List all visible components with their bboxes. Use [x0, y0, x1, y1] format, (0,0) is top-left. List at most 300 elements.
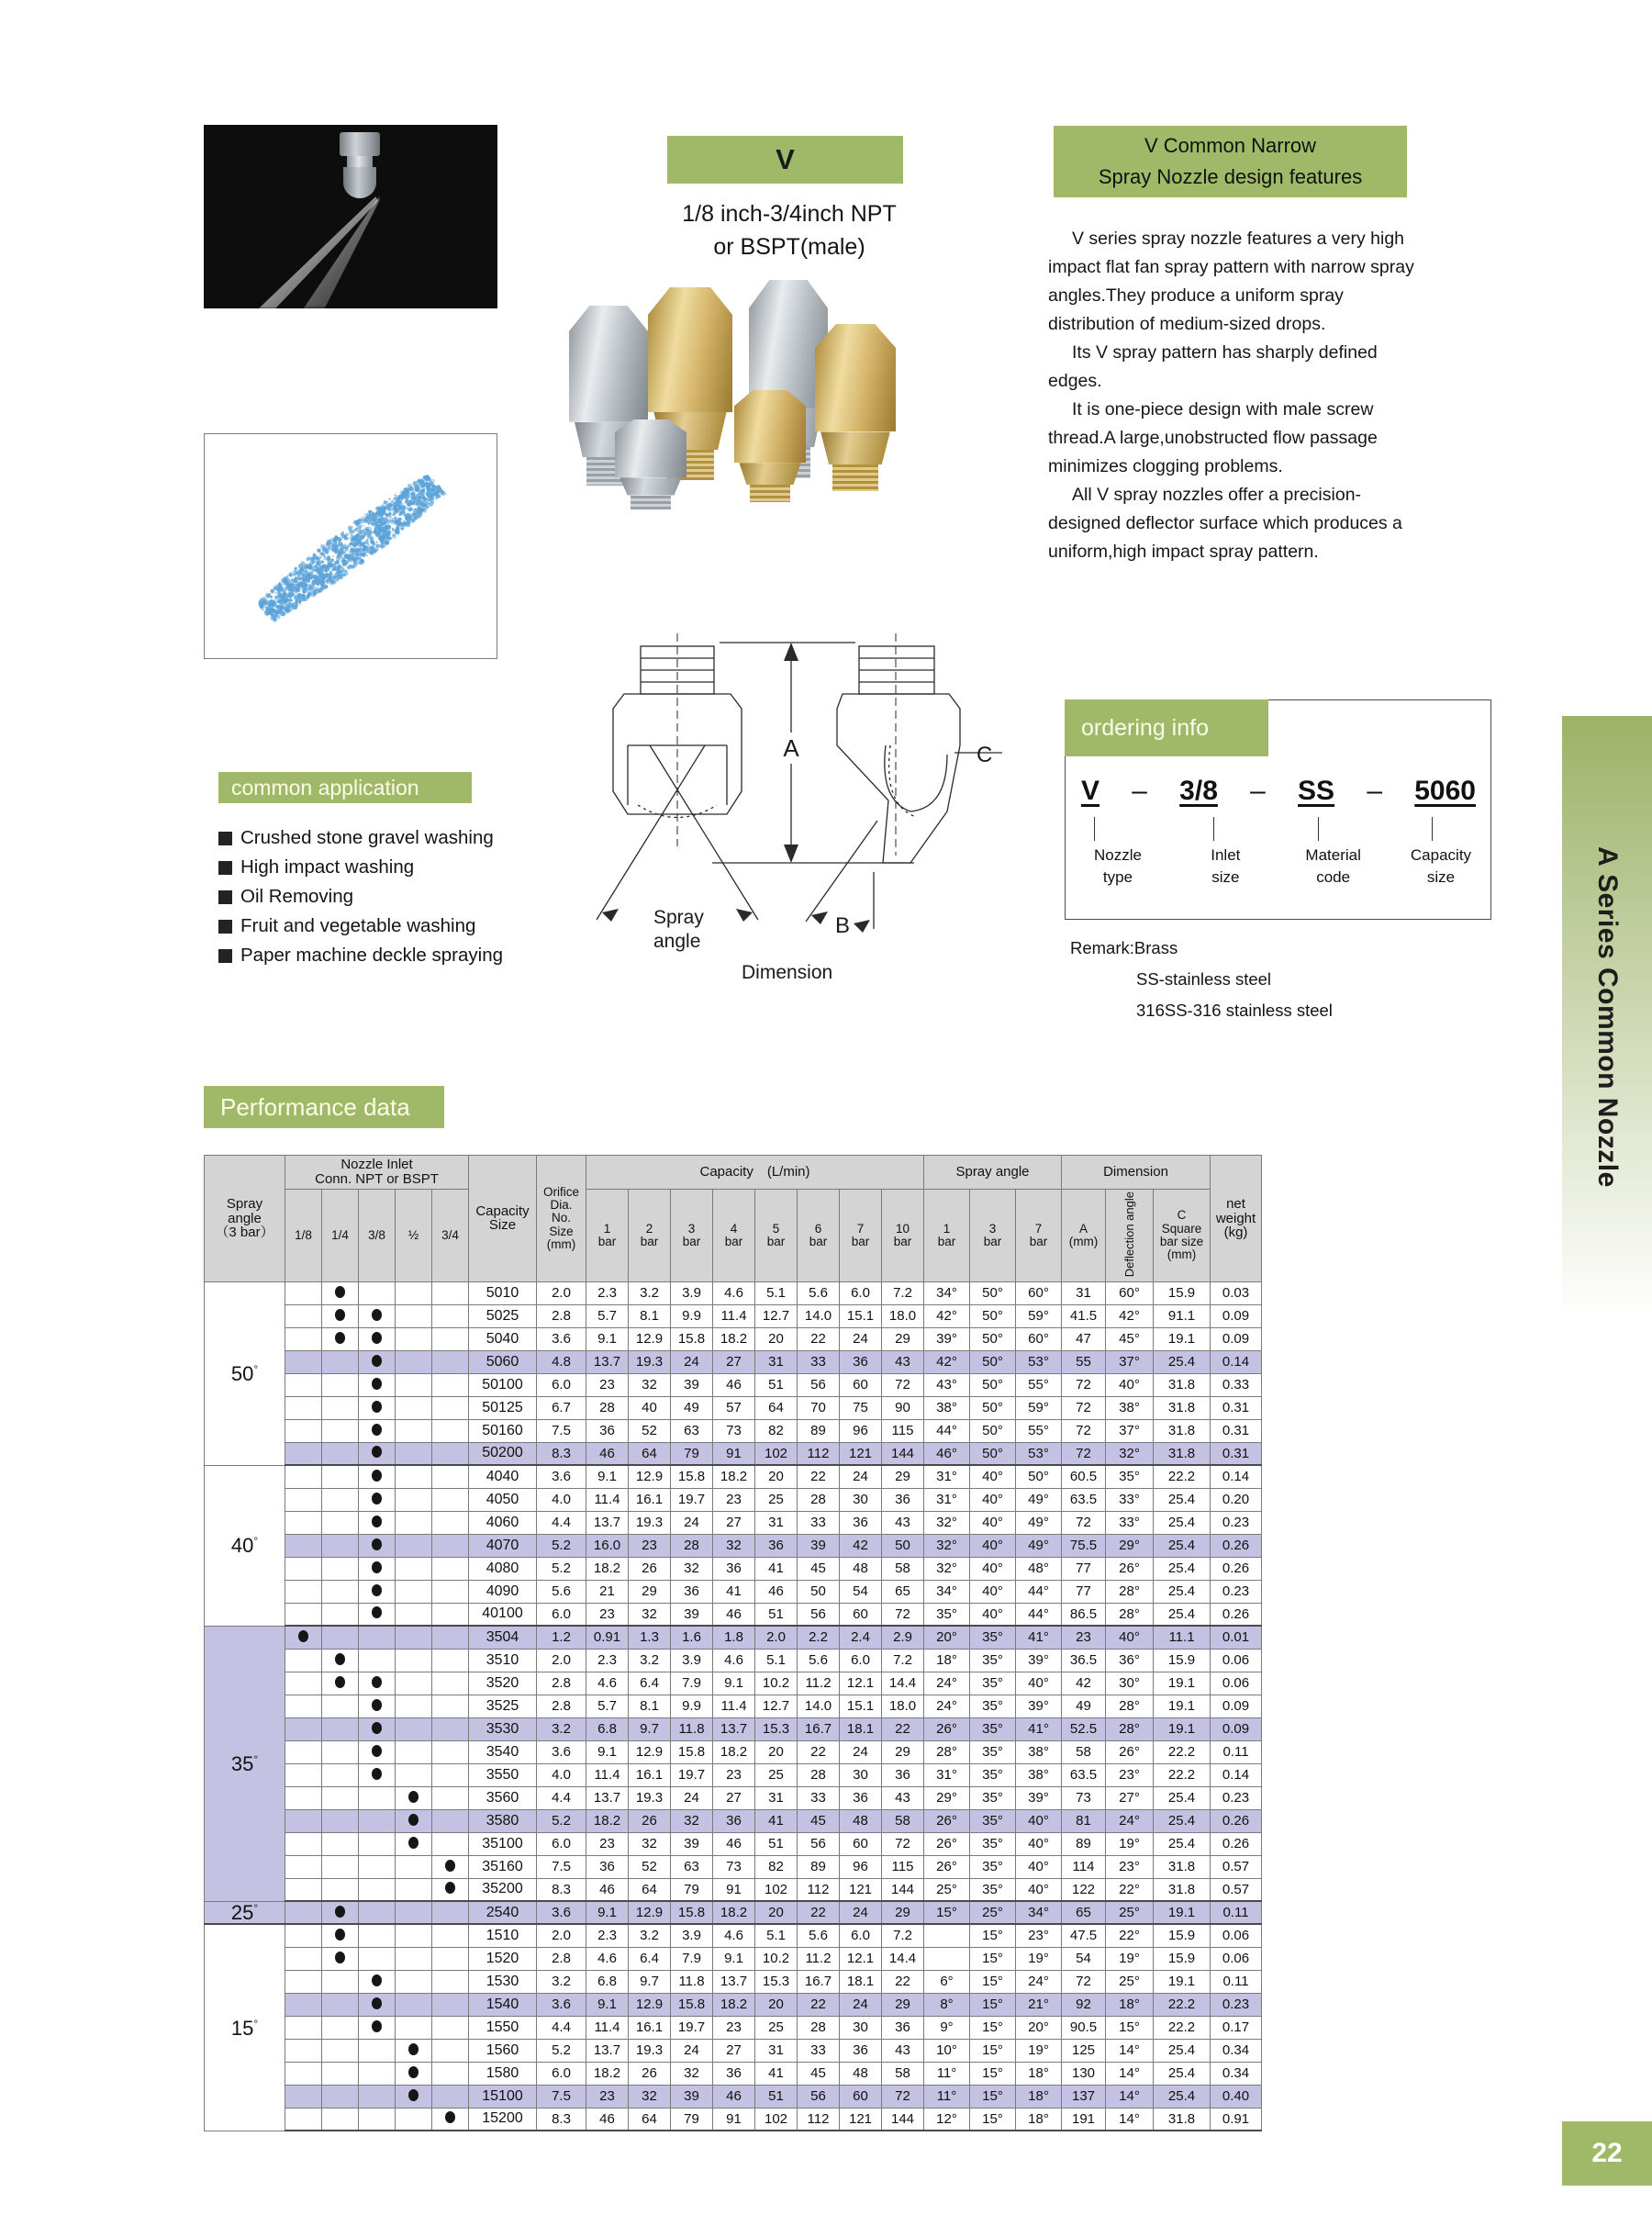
dimension-c-cell: 19.1	[1154, 1717, 1211, 1740]
ordering-code-example	[1081, 776, 1476, 807]
capacity-value-cell: 1.8	[713, 1626, 755, 1649]
capacity-value-cell: 33	[798, 1786, 840, 1809]
capacity-value-cell: 39	[671, 1603, 713, 1626]
capacity-value-cell: 144	[882, 1878, 924, 1901]
spray-angle-cell: 18°	[1016, 2085, 1062, 2108]
capacity-value-cell: 9.1	[586, 1993, 629, 2016]
dot-icon	[372, 1516, 382, 1527]
table-row	[205, 2085, 1262, 2108]
capacity-value-cell: 91	[713, 1878, 755, 1901]
dimension-c-cell: 25.4	[1154, 1350, 1211, 1373]
inlet-size-marker	[432, 1327, 469, 1350]
spray-angle-cell: 42°	[924, 1304, 970, 1327]
spray-angle-cell: 11°	[924, 2085, 970, 2108]
inlet-size-marker	[432, 1901, 469, 1924]
capacity-value-cell: 15.8	[671, 1901, 713, 1924]
inlet-size-marker	[432, 1304, 469, 1327]
nozzle-type-label: V	[776, 143, 795, 175]
inlet-size-marker	[359, 1350, 396, 1373]
table-row	[205, 1488, 1262, 1511]
header-dim-c: C Square bar size (mm)	[1154, 1189, 1211, 1281]
capacity-size-cell: 5010	[469, 1281, 537, 1304]
dimension-a-cell: 63.5	[1062, 1763, 1106, 1786]
orifice-size-cell: 1.2	[537, 1626, 586, 1649]
capacity-value-cell: 46	[713, 1603, 755, 1626]
inlet-size-marker	[359, 1993, 396, 2016]
inlet-size-marker	[432, 1442, 469, 1465]
inlet-size-marker	[359, 1901, 396, 1924]
dot-icon	[372, 1768, 382, 1780]
capacity-value-cell: 11.2	[798, 1672, 840, 1695]
capacity-value-cell: 24	[840, 1901, 882, 1924]
dimension-b-cell: 18°	[1106, 1993, 1154, 2016]
dimension-c-cell: 11.1	[1154, 1626, 1211, 1649]
dimension-a-cell: 130	[1062, 2062, 1106, 2085]
spray-angle-cell: 40°	[1016, 1809, 1062, 1832]
capacity-value-cell: 6.0	[840, 1281, 882, 1304]
inlet-size-marker	[285, 1970, 322, 1993]
capacity-value-cell: 16.1	[629, 2016, 671, 2039]
dimension-a-cell: 137	[1062, 2085, 1106, 2108]
inlet-size-marker	[359, 2085, 396, 2108]
inlet-size-marker	[322, 1442, 359, 1465]
inlet-size-marker	[359, 1488, 396, 1511]
net-weight-cell: 0.06	[1211, 1649, 1262, 1672]
nozzle-photo-brass-3	[815, 324, 896, 487]
capacity-value-cell: 52	[629, 1855, 671, 1878]
capacity-value-cell: 30	[840, 1763, 882, 1786]
orifice-size-cell: 3.6	[537, 1327, 586, 1350]
svg-text:Spray: Spray	[653, 907, 704, 928]
inlet-size-marker	[396, 1557, 432, 1580]
dimension-c-cell: 25.4	[1154, 1511, 1211, 1534]
capacity-value-cell: 45	[798, 1809, 840, 1832]
table-row	[205, 1649, 1262, 1672]
dot-icon	[335, 1906, 345, 1918]
spray-angle-cell: 40°	[970, 1534, 1016, 1557]
capacity-value-cell: 41	[713, 1580, 755, 1603]
capacity-value-cell: 23	[713, 2016, 755, 2039]
spray-angle-cell: 46°	[924, 1442, 970, 1465]
capacity-value-cell: 18.1	[840, 1970, 882, 1993]
dimension-c-cell: 22.2	[1154, 1763, 1211, 1786]
inlet-size-marker	[396, 1763, 432, 1786]
capacity-value-cell: 89	[798, 1419, 840, 1442]
dimension-c-cell: 31.8	[1154, 1419, 1211, 1442]
capacity-size-cell: 3540	[469, 1740, 537, 1763]
orifice-size-cell: 2.8	[537, 1695, 586, 1717]
spray-angle-cell: 32°	[924, 1557, 970, 1580]
common-application-list	[218, 823, 604, 970]
inlet-size-marker	[432, 1832, 469, 1855]
capacity-size-cell: 3520	[469, 1672, 537, 1695]
inlet-size-marker	[359, 1511, 396, 1534]
spray-angle-cell: 15°	[970, 2016, 1016, 2039]
capacity-size-cell: 4070	[469, 1534, 537, 1557]
svg-text:C: C	[977, 743, 993, 767]
capacity-value-cell: 50	[882, 1534, 924, 1557]
inlet-size-marker	[359, 1557, 396, 1580]
nozzle-thread-spec	[624, 197, 954, 263]
dimension-a-cell: 191	[1062, 2108, 1106, 2131]
dimension-a-cell: 114	[1062, 1855, 1106, 1878]
spray-angle-cell: 53°	[1016, 1350, 1062, 1373]
capacity-value-cell: 96	[840, 1855, 882, 1878]
dot-icon	[372, 1493, 382, 1505]
inlet-size-marker	[432, 1350, 469, 1373]
inlet-size-marker	[432, 1672, 469, 1695]
label-capacity-size: Capacity size	[1410, 846, 1472, 886]
inlet-size-marker	[432, 2016, 469, 2039]
spray-angle-cell: 40°	[1016, 1855, 1062, 1878]
inlet-size-marker	[432, 1947, 469, 1970]
group-spray-angle: 15°	[205, 1924, 285, 2131]
spray-angle-cell: 31°	[924, 1488, 970, 1511]
inlet-size-marker	[322, 1373, 359, 1396]
capacity-value-cell: 63	[671, 1855, 713, 1878]
capacity-value-cell: 36	[882, 2016, 924, 2039]
capacity-value-cell: 32	[713, 1534, 755, 1557]
capacity-value-cell: 5.7	[586, 1304, 629, 1327]
capacity-value-cell: 12.9	[629, 1993, 671, 2016]
inlet-size-marker	[285, 1396, 322, 1419]
capacity-value-cell: 18.2	[713, 1327, 755, 1350]
dot-icon	[335, 1653, 345, 1665]
capacity-value-cell: 1.6	[671, 1626, 713, 1649]
capacity-value-cell: 18.0	[882, 1304, 924, 1327]
inlet-size-marker	[285, 1419, 322, 1442]
spray-angle-cell: 35°	[924, 1603, 970, 1626]
capacity-value-cell: 18.2	[713, 1901, 755, 1924]
inlet-size-marker	[285, 1695, 322, 1717]
capacity-value-cell: 112	[798, 1442, 840, 1465]
capacity-size-cell: 5040	[469, 1327, 537, 1350]
capacity-value-cell: 5.1	[755, 1924, 798, 1947]
capacity-value-cell: 24	[671, 2039, 713, 2062]
spray-angle-cell: 31°	[924, 1763, 970, 1786]
orifice-size-cell: 5.2	[537, 1557, 586, 1580]
capacity-value-cell: 20	[755, 1327, 798, 1350]
capacity-value-cell: 91	[713, 2108, 755, 2131]
remark-ss: SS-stainless steel	[1136, 969, 1272, 989]
inlet-size-marker	[432, 1534, 469, 1557]
code-separator: –	[1250, 776, 1266, 806]
capacity-value-cell: 23	[586, 1832, 629, 1855]
capacity-value-cell: 18.2	[713, 1993, 755, 2016]
header-spray-angle-bar-1: 1 bar	[924, 1189, 970, 1281]
capacity-value-cell: 10.2	[755, 1672, 798, 1695]
inlet-size-marker	[359, 1970, 396, 1993]
header-orifice: Orifice Dia. No. Size (mm)	[537, 1156, 586, 1282]
spray-angle-cell: 20°	[1016, 2016, 1062, 2039]
spray-angle-cell: 41°	[1016, 1626, 1062, 1649]
inlet-size-marker	[432, 1695, 469, 1717]
inlet-size-marker	[285, 1603, 322, 1626]
orifice-size-cell: 4.0	[537, 1488, 586, 1511]
capacity-value-cell: 41	[755, 1557, 798, 1580]
capacity-value-cell: 36	[840, 1350, 882, 1373]
spray-angle-cell: 40°	[970, 1511, 1016, 1534]
nozzle-product-photos	[560, 280, 1019, 528]
header-inlet-size-1: 1/4	[322, 1189, 359, 1281]
orifice-size-cell: 3.6	[537, 1465, 586, 1488]
capacity-value-cell: 29	[882, 1465, 924, 1488]
dot-icon	[408, 2043, 419, 2055]
code-token-inlet-size: 3/8	[1179, 776, 1218, 806]
spray-angle-cell: 15°	[970, 2039, 1016, 2062]
capacity-value-cell: 22	[798, 1327, 840, 1350]
header-inlet-size-0: 1/8	[285, 1189, 322, 1281]
inlet-size-marker	[396, 1511, 432, 1534]
capacity-size-cell: 4090	[469, 1580, 537, 1603]
spray-angle-cell: 50°	[970, 1373, 1016, 1396]
net-weight-cell: 0.14	[1211, 1350, 1262, 1373]
inlet-size-marker	[432, 1809, 469, 1832]
inlet-size-marker	[285, 1832, 322, 1855]
net-weight-cell: 0.91	[1211, 2108, 1262, 2131]
spray-angle-cell: 50°	[970, 1350, 1016, 1373]
capacity-value-cell: 36	[840, 1511, 882, 1534]
dimension-b-cell: 23°	[1106, 1763, 1154, 1786]
inlet-size-marker	[285, 2085, 322, 2108]
capacity-value-cell: 8.1	[629, 1695, 671, 1717]
capacity-size-cell: 35100	[469, 1832, 537, 1855]
capacity-value-cell: 41	[755, 2062, 798, 2085]
dimension-c-cell: 22.2	[1154, 2016, 1211, 2039]
capacity-value-cell: 46	[586, 2108, 629, 2131]
code-token-material-code: SS	[1298, 776, 1335, 806]
dot-icon	[408, 2089, 419, 2101]
inlet-size-marker	[432, 1626, 469, 1649]
spray-angle-cell: 15°	[970, 1947, 1016, 1970]
dimension-a-cell: 54	[1062, 1947, 1106, 1970]
dimension-c-cell: 19.1	[1154, 1695, 1211, 1717]
capacity-size-cell: 3580	[469, 1809, 537, 1832]
capacity-value-cell: 36	[671, 1580, 713, 1603]
capacity-value-cell: 22	[882, 1970, 924, 1993]
thread-spec-line2: or BSPT(male)	[713, 234, 865, 260]
inlet-size-marker	[285, 1901, 322, 1924]
orifice-size-cell: 5.2	[537, 2039, 586, 2062]
capacity-value-cell: 39	[671, 1373, 713, 1396]
inlet-size-marker	[322, 1947, 359, 1970]
spray-angle-cell	[924, 1947, 970, 1970]
inlet-size-marker	[285, 1442, 322, 1465]
inlet-size-marker	[359, 1947, 396, 1970]
inlet-size-marker	[359, 1649, 396, 1672]
dimension-b-cell: 19°	[1106, 1947, 1154, 1970]
capacity-value-cell: 42	[840, 1534, 882, 1557]
spray-angle-cell: 25°	[924, 1878, 970, 1901]
application-label: Fruit and vegetable washing	[240, 915, 476, 936]
capacity-value-cell: 46	[713, 2085, 755, 2108]
inlet-size-marker	[432, 1993, 469, 2016]
spray-angle-cell: 10°	[924, 2039, 970, 2062]
dot-icon	[372, 1355, 382, 1367]
dimension-b-cell: 22°	[1106, 1878, 1154, 1901]
spray-angle-cell: 49°	[1016, 1511, 1062, 1534]
inlet-size-marker	[396, 1786, 432, 1809]
capacity-value-cell: 64	[629, 2108, 671, 2131]
spray-angle-cell: 40°	[1016, 1878, 1062, 1901]
inlet-size-marker	[359, 1695, 396, 1717]
spray-angle-cell: 15°	[970, 1970, 1016, 1993]
net-weight-cell: 0.26	[1211, 1832, 1262, 1855]
capacity-size-cell: 50200	[469, 1442, 537, 1465]
capacity-value-cell: 12.1	[840, 1672, 882, 1695]
capacity-value-cell: 45	[798, 2062, 840, 2085]
inlet-size-marker	[432, 2085, 469, 2108]
spray-angle-cell: 59°	[1016, 1396, 1062, 1419]
dot-icon	[372, 1378, 382, 1390]
capacity-value-cell: 32	[629, 1832, 671, 1855]
dimension-b-cell: 26°	[1106, 1557, 1154, 1580]
inlet-size-marker	[285, 1350, 322, 1373]
inlet-size-marker	[322, 1534, 359, 1557]
spray-angle-cell: 21°	[1016, 1993, 1062, 2016]
capacity-value-cell: 11.4	[586, 1488, 629, 1511]
inlet-size-marker	[285, 1786, 322, 1809]
header-inlet-size-2: 3/8	[359, 1189, 396, 1281]
capacity-value-cell: 115	[882, 1855, 924, 1878]
capacity-value-cell: 82	[755, 1419, 798, 1442]
capacity-value-cell: 31	[755, 2039, 798, 2062]
inlet-size-marker	[322, 1763, 359, 1786]
header-spray-angle: Spray angle （3 bar）	[205, 1156, 285, 1282]
capacity-size-cell: 3530	[469, 1717, 537, 1740]
capacity-value-cell: 36	[840, 1786, 882, 1809]
capacity-value-cell: 28	[798, 1763, 840, 1786]
spray-angle-cell: 35°	[970, 1878, 1016, 1901]
dot-icon	[372, 1974, 382, 1986]
spray-angle-cell: 50°	[970, 1327, 1016, 1350]
inlet-size-marker	[396, 2062, 432, 2085]
performance-data-table	[204, 1155, 1262, 2131]
table-row	[205, 1580, 1262, 1603]
spray-angle-cell: 24°	[924, 1695, 970, 1717]
capacity-size-cell: 5060	[469, 1350, 537, 1373]
capacity-value-cell: 2.3	[586, 1649, 629, 1672]
orifice-size-cell: 8.3	[537, 2108, 586, 2131]
capacity-value-cell: 16.7	[798, 1970, 840, 1993]
dimension-b-cell: 28°	[1106, 1695, 1154, 1717]
spray-angle-cell: 38°	[1016, 1763, 1062, 1786]
inlet-size-marker	[322, 1717, 359, 1740]
spray-angle-cell: 50°	[970, 1396, 1016, 1419]
dimension-c-cell: 19.1	[1154, 1327, 1211, 1350]
orifice-size-cell: 3.2	[537, 1970, 586, 1993]
capacity-value-cell: 16.1	[629, 1488, 671, 1511]
net-weight-cell: 0.14	[1211, 1763, 1262, 1786]
capacity-value-cell: 13.7	[713, 1970, 755, 1993]
orifice-size-cell: 3.6	[537, 1901, 586, 1924]
spray-angle-cell: 19°	[1016, 1947, 1062, 1970]
inlet-size-marker	[432, 1740, 469, 1763]
capacity-value-cell: 31	[755, 1786, 798, 1809]
orifice-size-cell: 3.6	[537, 1993, 586, 2016]
capacity-value-cell: 9.9	[671, 1695, 713, 1717]
spray-angle-cell: 15°	[970, 2062, 1016, 2085]
capacity-value-cell: 60	[840, 1373, 882, 1396]
capacity-value-cell: 15.8	[671, 1465, 713, 1488]
side-tab-label: A Series Common Nozzle	[1592, 845, 1623, 1188]
inlet-size-marker	[285, 1626, 322, 1649]
capacity-value-cell: 23	[713, 1763, 755, 1786]
inlet-size-marker	[285, 1809, 322, 1832]
capacity-value-cell: 15.8	[671, 1327, 713, 1350]
net-weight-cell: 0.06	[1211, 1672, 1262, 1695]
capacity-size-cell: 1520	[469, 1947, 537, 1970]
dimension-a-cell: 77	[1062, 1557, 1106, 1580]
orifice-size-cell: 2.0	[537, 1924, 586, 1947]
inlet-size-marker	[432, 1580, 469, 1603]
dimension-b-cell: 14°	[1106, 2062, 1154, 2085]
common-application-badge	[218, 772, 472, 803]
dimension-a-cell: 72	[1062, 1419, 1106, 1442]
label-material-code: Material code	[1305, 846, 1361, 886]
dimension-b-cell: 28°	[1106, 1717, 1154, 1740]
capacity-value-cell: 12.9	[629, 1901, 671, 1924]
spray-angle-cell: 59°	[1016, 1304, 1062, 1327]
spray-angle-cell: 44°	[1016, 1580, 1062, 1603]
capacity-value-cell: 3.2	[629, 1649, 671, 1672]
inlet-size-marker	[396, 1924, 432, 1947]
features-paragraph: V series spray nozzle features a very high impact flat fan spray pattern with narrow spray angles.They produce a uniform spray distribution of medium-sized drops.	[1048, 229, 1414, 334]
capacity-value-cell: 79	[671, 1442, 713, 1465]
capacity-value-cell: 102	[755, 1878, 798, 1901]
spray-angle-cell: 42°	[924, 1350, 970, 1373]
capacity-value-cell: 3.9	[671, 1649, 713, 1672]
capacity-value-cell: 7.2	[882, 1281, 924, 1304]
dot-icon	[445, 1882, 455, 1894]
capacity-value-cell: 9.1	[586, 1327, 629, 1350]
inlet-size-marker	[285, 1649, 322, 1672]
net-weight-cell: 0.34	[1211, 2039, 1262, 2062]
capacity-size-cell: 50100	[469, 1373, 537, 1396]
capacity-value-cell: 14.4	[882, 1947, 924, 1970]
spray-angle-cell: 35°	[970, 1786, 1016, 1809]
header-nozzle-inlet: Nozzle Inlet Conn. NPT or BSPT	[285, 1156, 469, 1190]
dimension-c-cell: 19.1	[1154, 1901, 1211, 1924]
inlet-size-marker	[322, 2062, 359, 2085]
dot-icon	[335, 1929, 345, 1941]
spray-angle-cell: 60°	[1016, 1327, 1062, 1350]
inlet-size-marker	[359, 1878, 396, 1901]
inlet-size-marker	[396, 1855, 432, 1878]
capacity-value-cell: 9.1	[713, 1672, 755, 1695]
table-row	[205, 1396, 1262, 1419]
dimension-a-cell: 73	[1062, 1786, 1106, 1809]
features-paragraph: Its V spray pattern has sharply defined edges.	[1048, 342, 1378, 391]
capacity-value-cell: 121	[840, 1442, 882, 1465]
inlet-size-marker	[396, 1947, 432, 1970]
header-capacity-group: Capacity (L/min)	[586, 1156, 924, 1190]
capacity-value-cell: 4.6	[586, 1947, 629, 1970]
spray-angle-cell: 15°	[924, 1901, 970, 1924]
dot-icon	[445, 2111, 455, 2123]
dimension-a-cell: 72	[1062, 1396, 1106, 1419]
inlet-size-marker	[432, 1649, 469, 1672]
table-row	[205, 1626, 1262, 1649]
capacity-value-cell: 32	[671, 2062, 713, 2085]
inlet-size-marker	[322, 1603, 359, 1626]
spray-angle-cell: 6°	[924, 1970, 970, 1993]
capacity-value-cell: 9.1	[713, 1947, 755, 1970]
capacity-size-cell: 1550	[469, 2016, 537, 2039]
dimension-a-cell: 52.5	[1062, 1717, 1106, 1740]
dimension-a-cell: 122	[1062, 1878, 1106, 1901]
capacity-value-cell: 43	[882, 1786, 924, 1809]
